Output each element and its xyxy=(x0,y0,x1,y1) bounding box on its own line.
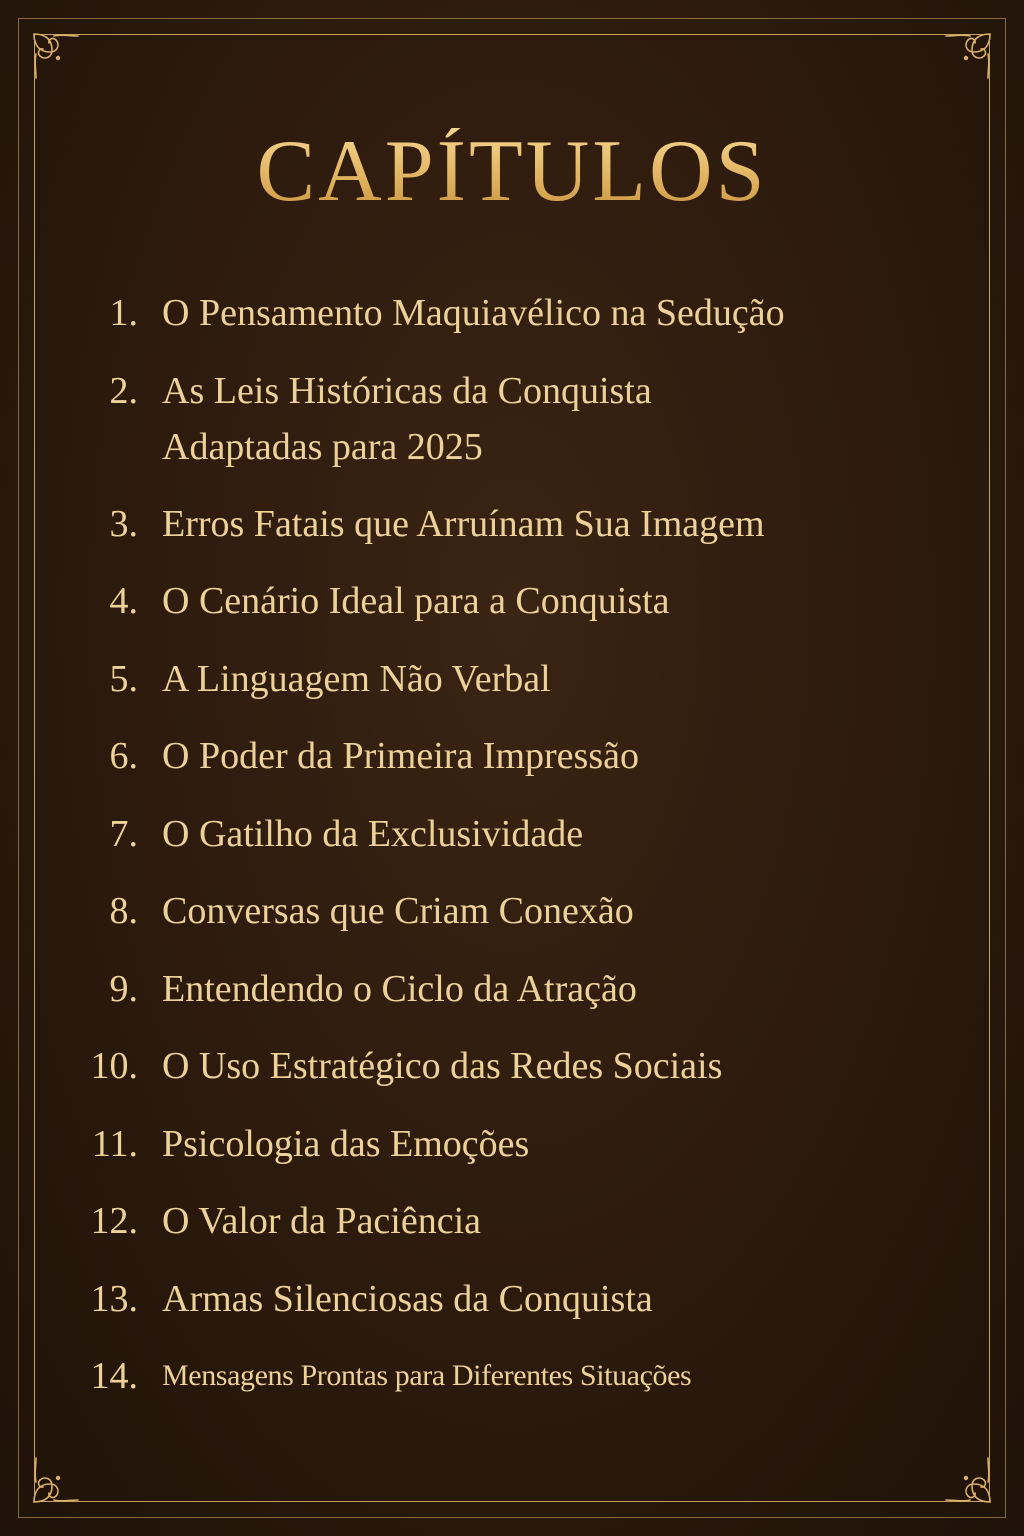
chapter-number: 10. xyxy=(90,1045,138,1087)
chapter-title: O Valor da Paciência xyxy=(162,1200,482,1242)
chapter-item xyxy=(0,496,1024,574)
chapter-title: Conversas que Criam Conexão xyxy=(162,890,634,932)
chapter-number: 11. xyxy=(91,1122,138,1165)
chapter-number: 4. xyxy=(109,580,138,622)
chapter-title: O Poder da Primeira Impressão xyxy=(162,735,639,777)
chapter-item xyxy=(0,806,1024,884)
chapter-number: 2. xyxy=(109,369,138,412)
chapter-title: O Pensamento Maquiavélico na Sedução xyxy=(162,292,785,334)
chapter-title: O Cenário Ideal para a Conquista xyxy=(162,580,670,622)
chapter-item xyxy=(0,1116,1024,1194)
corner-flourish-icon xyxy=(932,28,996,92)
chapter-item xyxy=(0,363,1024,496)
chapter-title: Entendendo o Ciclo da Atração xyxy=(162,967,637,1010)
chapter-title: O Gatilho da Exclusividade xyxy=(162,812,584,855)
chapter-title: O Uso Estratégico das Redes Sociais xyxy=(162,1045,723,1087)
chapter-item xyxy=(0,728,1024,806)
chapter-list xyxy=(0,285,1024,1426)
chapter-title: A Linguagem Não Verbal xyxy=(162,657,551,700)
chapter-number: 3. xyxy=(109,502,138,545)
chapter-number: 9. xyxy=(109,967,138,1010)
chapter-number: 7. xyxy=(109,812,138,855)
chapter-number: 5. xyxy=(109,657,138,700)
page-title: CAPÍTULOS xyxy=(0,128,1024,216)
chapter-number: 13. xyxy=(90,1277,138,1320)
chapter-title: Psicologia das Emoções xyxy=(162,1122,530,1165)
chapter-item xyxy=(0,573,1024,651)
chapter-title: As Leis Históricas da Conquista Adaptadas para 2025 xyxy=(162,369,652,468)
chapter-item xyxy=(0,1271,1024,1349)
chapter-item xyxy=(0,1348,1024,1426)
corner-flourish-icon xyxy=(28,1444,92,1508)
corner-flourish-icon xyxy=(932,1444,996,1508)
chapter-number: 8. xyxy=(109,890,138,932)
chapter-number: 12. xyxy=(90,1200,138,1242)
chapter-item xyxy=(0,961,1024,1039)
chapter-number: 14. xyxy=(90,1355,138,1397)
chapter-item xyxy=(0,651,1024,729)
chapter-number: 6. xyxy=(109,735,138,777)
chapter-title: Erros Fatais que Arruínam Sua Imagem xyxy=(162,502,765,545)
chapter-number: 1. xyxy=(109,292,138,334)
chapter-item xyxy=(0,285,1024,363)
chapter-title: Mensagens Prontas para Diferentes Situações xyxy=(162,1359,692,1392)
chapter-item xyxy=(0,883,1024,961)
chapter-item xyxy=(0,1038,1024,1116)
corner-flourish-icon xyxy=(28,28,92,92)
chapter-title: Armas Silenciosas da Conquista xyxy=(162,1277,653,1320)
chapter-item xyxy=(0,1193,1024,1271)
